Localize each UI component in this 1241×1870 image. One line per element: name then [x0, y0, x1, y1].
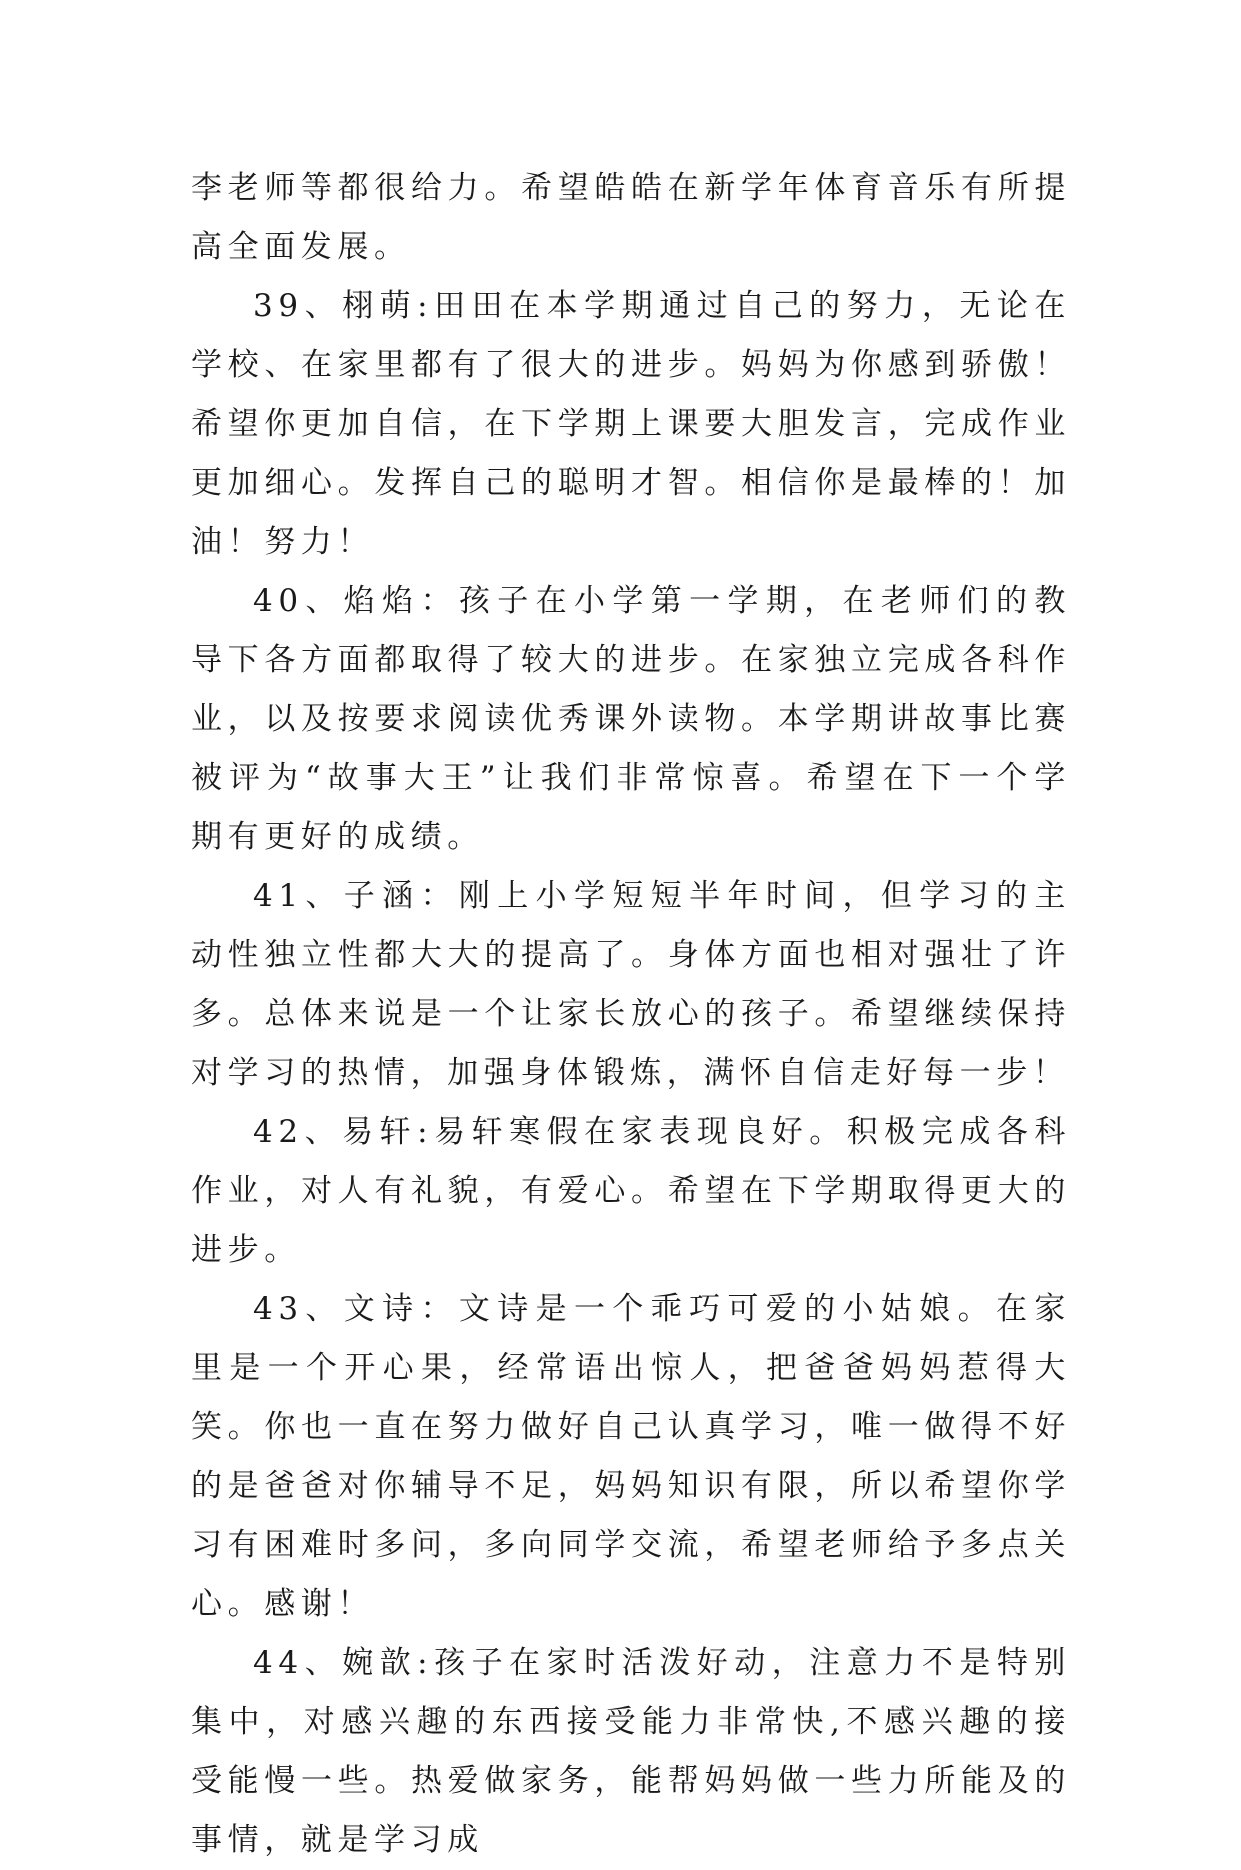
- paragraph-continuation: 李老师等都很给力。希望皓皓在新学年体育音乐有所提高全面发展。: [191, 170, 1071, 265]
- paragraph-43: 43、文诗：文诗是一个乖巧可爱的小姑娘。在家里是一个开心果，经常语出惊人，把爸爸妈妈惹得大笑。你也一直在努力做好自己认真学习，唯一做得不好的是爸爸对你辅导不足，妈妈知识有限，所以希望你学习有困难时多问，多向同学交流，希望老师给予多点关心。感谢！: [191, 1291, 1071, 1622]
- paragraph-42: 42、易轩:易轩寒假在家表现良好。积极完成各科作业，对人有礼貌，有爱心。希望在下学期取得更大的进步。: [191, 1114, 1071, 1268]
- paragraph-41: 41、子涵：刚上小学短短半年时间，但学习的主动性独立性都大大的提高了。身体方面也相对强壮了许多。总体来说是一个让家长放心的孩子。希望继续保持对学习的热情，加强身体锻炼，满怀自信走好每一步！: [191, 878, 1071, 1091]
- paragraph-39: 39、栩萌:田田在本学期通过自己的努力，无论在学校、在家里都有了很大的进步。妈妈为你感到骄傲！希望你更加自信，在下学期上课要大胆发言，完成作业更加细心。发挥自己的聪明才智。相信你是最棒的！加油！努力！: [191, 288, 1071, 560]
- document-body: [191, 159, 1071, 1870]
- paragraph-40: 40、焰焰：孩子在小学第一学期，在老师们的教导下各方面都取得了较大的进步。在家独立完成各科作业，以及按要求阅读优秀课外读物。本学期讲故事比赛被评为“故事大王”让我们非常惊喜。希望在下一个学期有更好的成绩。: [191, 583, 1071, 855]
- paragraph-44: 44、婉歆:孩子在家时活泼好动，注意力不是特别集中，对感兴趣的东西接受能力非常快,不感兴趣的接受能慢一些。热爱做家务，能帮妈妈做一些力所能及的事情，就是学习成: [191, 1645, 1071, 1858]
